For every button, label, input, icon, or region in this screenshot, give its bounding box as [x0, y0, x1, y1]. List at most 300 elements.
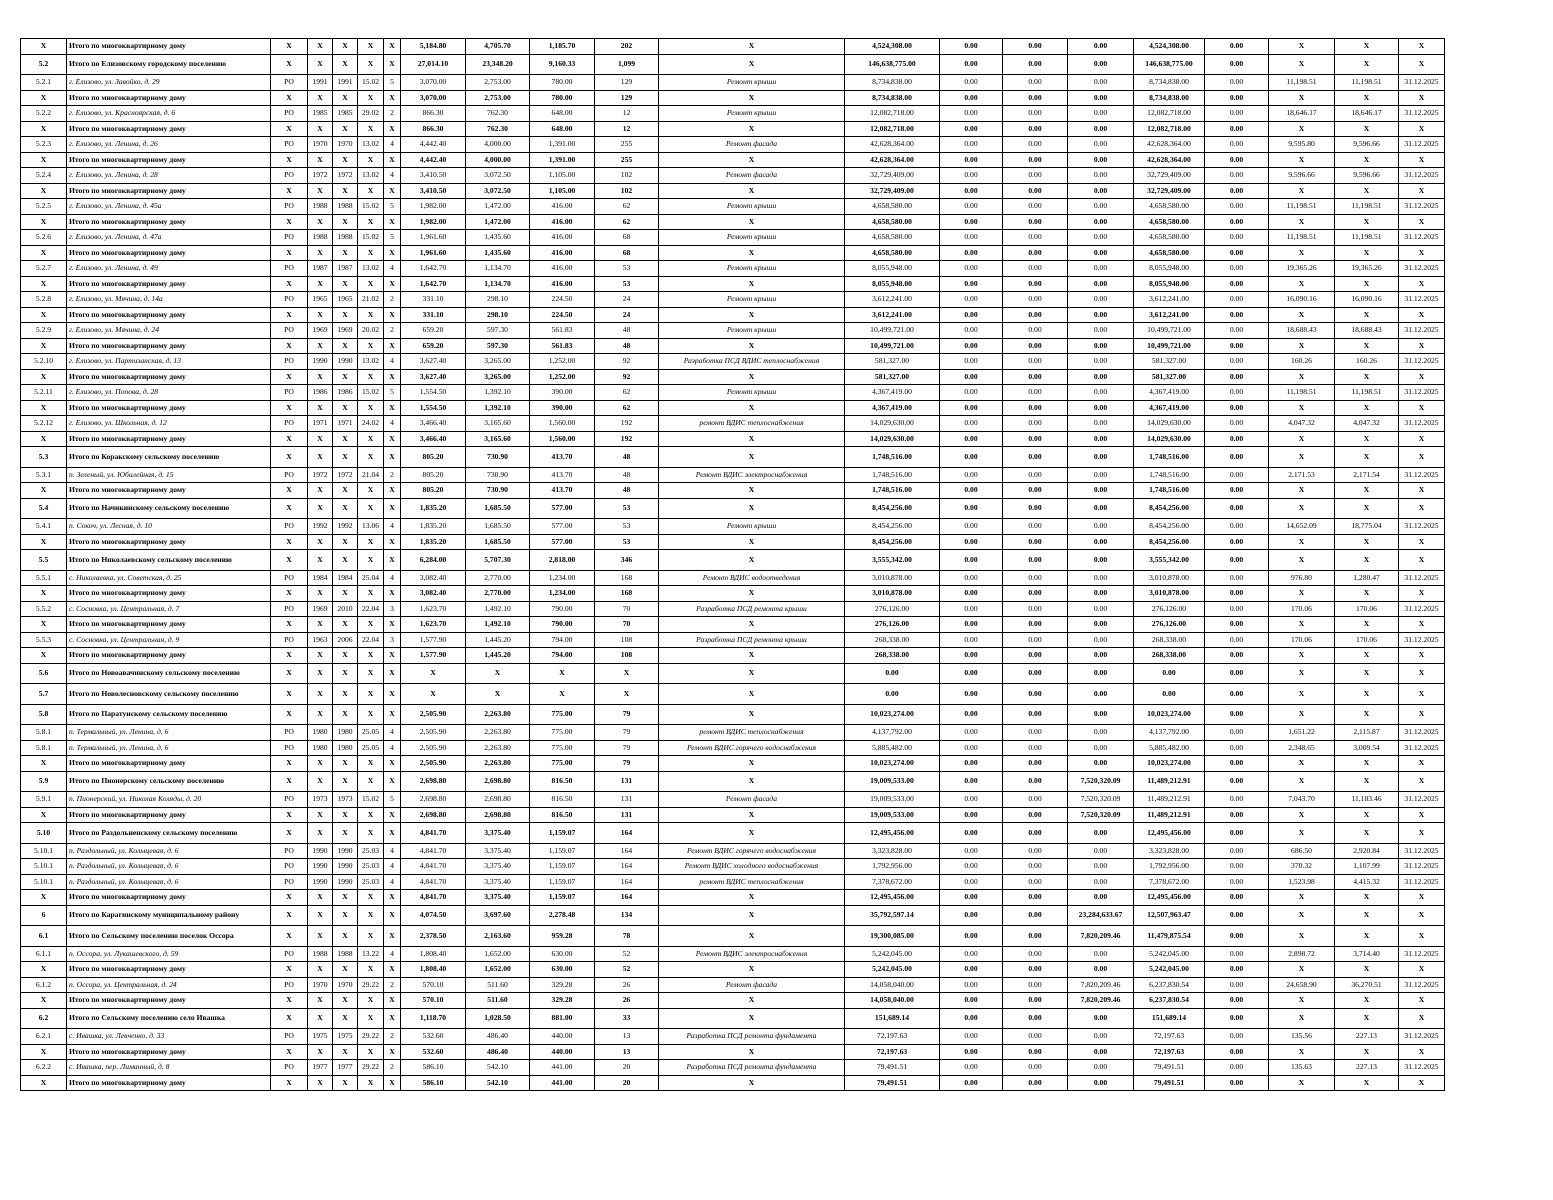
table-cell: 0.00: [940, 905, 1003, 926]
table-cell: РО: [271, 199, 308, 215]
table-cell: 2,505.90: [401, 725, 466, 741]
table-cell: 0.00: [1068, 519, 1134, 535]
table-cell: 0.00: [1003, 617, 1068, 633]
table-row-house-total: [21, 586, 1445, 602]
table-cell: X: [384, 993, 401, 1009]
table-cell: 12,495,456.00: [1134, 823, 1205, 844]
table-cell: X: [1399, 993, 1445, 1009]
table-cell: X: [1399, 483, 1445, 499]
table-cell: Ремонт ВДИС водоотведения: [659, 570, 845, 586]
table-cell: X: [271, 962, 308, 978]
table-cell: 1984: [308, 570, 333, 586]
table-cell: 648.00: [530, 121, 595, 137]
table-cell: 542.10: [466, 1075, 530, 1091]
table-cell: 0.00: [940, 168, 1003, 184]
table-cell: 0.00: [1003, 106, 1068, 122]
table-cell: 1988: [308, 230, 333, 246]
table-cell: Итого по многоквартирному дому: [67, 90, 271, 106]
table-cell: X: [308, 617, 333, 633]
table-cell: Ремонт ВДИС холодного водоснабжения: [659, 859, 845, 875]
table-cell: X: [333, 663, 358, 684]
table-cell: X: [1399, 648, 1445, 664]
table-cell: 0.00: [1003, 586, 1068, 602]
table-cell: 0.00: [940, 483, 1003, 499]
table-cell: 3,375.40: [466, 843, 530, 859]
table-cell: 0.00: [1205, 843, 1269, 859]
table-cell: 29.02: [358, 106, 384, 122]
table-cell: 0.00: [1068, 823, 1134, 844]
table-cell: 0.00: [1068, 859, 1134, 875]
table-cell: 31.12.2025: [1399, 354, 1445, 370]
table-cell: 298.10: [466, 292, 530, 308]
table-cell: 31.12.2025: [1399, 385, 1445, 401]
table-cell: 27,014.10: [401, 54, 466, 75]
table-row-house: [21, 601, 1445, 617]
table-cell: X: [21, 276, 67, 292]
table-cell: X: [333, 550, 358, 571]
table-cell: X: [271, 183, 308, 199]
table-cell: 8,454,256.00: [1134, 534, 1205, 550]
table-row-house-total: [21, 1044, 1445, 1060]
table-cell: 5.2: [21, 54, 67, 75]
table-cell: РО: [271, 725, 308, 741]
table-cell: 18,688.43: [1335, 323, 1399, 339]
table-row-house-total: [21, 807, 1445, 823]
table-cell: 268,338.00: [845, 632, 940, 648]
table-cell: X: [1269, 54, 1335, 75]
table-cell: 0.00: [1205, 704, 1269, 725]
table-cell: 164: [595, 823, 659, 844]
table-cell: 276,126.00: [1134, 601, 1205, 617]
table-cell: 2,753.00: [466, 75, 530, 91]
table-cell: 8,055,948.00: [1134, 276, 1205, 292]
table-cell: X: [1269, 663, 1335, 684]
table-cell: 1,685.50: [466, 519, 530, 535]
table-cell: 42,628,364.00: [1134, 137, 1205, 153]
table-cell: X: [1399, 1075, 1445, 1091]
table-cell: 0.00: [1003, 1029, 1068, 1045]
table-cell: X: [659, 338, 845, 354]
table-cell: 15.02: [358, 199, 384, 215]
table-cell: X: [659, 648, 845, 664]
table-cell: 976.80: [1269, 570, 1335, 586]
table-cell: X: [1399, 369, 1445, 385]
table-cell: 794.00: [530, 648, 595, 664]
table-cell: 2,171.53: [1269, 467, 1335, 483]
table-cell: 1,107.99: [1335, 859, 1399, 875]
table-cell: X: [384, 586, 401, 602]
table-cell: 0.00: [1205, 1008, 1269, 1029]
table-cell: 0.00: [1003, 168, 1068, 184]
table-row-house-total: [21, 307, 1445, 323]
table-cell: X: [21, 90, 67, 106]
table-cell: X: [308, 962, 333, 978]
table-cell: 3,375.40: [466, 823, 530, 844]
table-cell: 18,775.04: [1335, 519, 1399, 535]
table-row-house: [21, 1029, 1445, 1045]
table-cell: 1969: [308, 601, 333, 617]
table-cell: 1,159.07: [530, 874, 595, 890]
table-cell: 12: [595, 121, 659, 137]
table-cell: X: [358, 369, 384, 385]
table-cell: X: [358, 245, 384, 261]
table-cell: 730.90: [466, 467, 530, 483]
table-cell: 9,596.66: [1335, 168, 1399, 184]
table-cell: 31.12.2025: [1399, 570, 1445, 586]
table-cell: 79,491.51: [1134, 1075, 1205, 1091]
table-cell: X: [1269, 684, 1335, 705]
table-cell: 18,646.17: [1335, 106, 1399, 122]
table-cell: 9,596.66: [1269, 168, 1335, 184]
table-cell: 0.00: [1003, 519, 1068, 535]
table-cell: 0.00: [1003, 447, 1068, 468]
table-cell: 5.4.1: [21, 519, 67, 535]
table-cell: 0.00: [1068, 1075, 1134, 1091]
table-cell: 2,698.80: [401, 771, 466, 792]
table-cell: 1970: [333, 137, 358, 153]
table-cell: 0.00: [1205, 792, 1269, 808]
table-cell: 255: [595, 152, 659, 168]
table-cell: 21.04: [358, 467, 384, 483]
table-cell: 0.00: [1205, 601, 1269, 617]
table-cell: X: [659, 1008, 845, 1029]
table-cell: 7,378,672.00: [845, 874, 940, 890]
table-cell: X: [271, 756, 308, 772]
table-row-group-total: [21, 1008, 1445, 1029]
table-cell: X: [401, 663, 466, 684]
table-cell: X: [21, 586, 67, 602]
table-cell: 8,454,256.00: [845, 519, 940, 535]
table-cell: 0.00: [1205, 39, 1269, 55]
table-cell: 31.12.2025: [1399, 199, 1445, 215]
table-cell: X: [21, 648, 67, 664]
table-cell: 0.00: [1003, 214, 1068, 230]
table-cell: 1,234.00: [530, 586, 595, 602]
table-cell: 52: [595, 946, 659, 962]
table-cell: 3,323,828.00: [1134, 843, 1205, 859]
table-cell: 0.00: [1003, 926, 1068, 947]
table-cell: 131: [595, 807, 659, 823]
table-cell: 2,348.65: [1269, 740, 1335, 756]
table-cell: 570.10: [401, 993, 466, 1009]
table-cell: 5,885,482.00: [845, 740, 940, 756]
table-cell: X: [271, 400, 308, 416]
table-cell: Итого по многоквартирному дому: [67, 1075, 271, 1091]
table-cell: 31.12.2025: [1399, 519, 1445, 535]
table-row-house: [21, 292, 1445, 308]
table-cell: X: [1399, 214, 1445, 230]
table-cell: X: [1335, 121, 1399, 137]
table-cell: 5.6: [21, 663, 67, 684]
table-cell: 0.00: [1068, 106, 1134, 122]
table-cell: 0.00: [1068, 534, 1134, 550]
table-cell: Ремонт крыши: [659, 75, 845, 91]
table-cell: X: [1269, 214, 1335, 230]
table-cell: с. Николаевка, ул. Советская, д. 25: [67, 570, 271, 586]
table-cell: 1988: [333, 946, 358, 962]
table-cell: 0.00: [940, 519, 1003, 535]
table-cell: Итого по Паратунскому сельскому поселению: [67, 704, 271, 725]
table-cell: РО: [271, 977, 308, 993]
table-cell: 135.63: [1269, 1060, 1335, 1076]
table-cell: 0.00: [1003, 261, 1068, 277]
table-cell: 0.00: [1003, 90, 1068, 106]
table-cell: X: [1269, 90, 1335, 106]
table-cell: 0.00: [1205, 807, 1269, 823]
table-cell: 6.2: [21, 1008, 67, 1029]
table-cell: X: [659, 307, 845, 323]
table-cell: 0.00: [1003, 823, 1068, 844]
table-cell: X: [530, 684, 595, 705]
table-cell: 3,697.60: [466, 905, 530, 926]
table-cell: 0.00: [1205, 663, 1269, 684]
table-cell: 4: [384, 416, 401, 432]
table-cell: 19,300,085.00: [845, 926, 940, 947]
table-cell: 1,651.22: [1269, 725, 1335, 741]
table-cell: 2,263.80: [466, 756, 530, 772]
table-cell: X: [333, 704, 358, 725]
table-cell: п. Сокоч, ул. Лесная, д. 10: [67, 519, 271, 535]
table-cell: 0.00: [940, 467, 1003, 483]
table-cell: 3,165.60: [466, 416, 530, 432]
table-cell: 13.02: [358, 261, 384, 277]
table-cell: X: [358, 586, 384, 602]
table-cell: X: [1399, 90, 1445, 106]
table-cell: 0.00: [1003, 183, 1068, 199]
table-cell: X: [384, 1008, 401, 1029]
table-row-house: [21, 261, 1445, 277]
table-cell: Итого по Коракскому сельскому поселению: [67, 447, 271, 468]
table-cell: X: [384, 152, 401, 168]
table-cell: 4,137,792.00: [1134, 725, 1205, 741]
table-cell: X: [333, 90, 358, 106]
table-cell: X: [1335, 483, 1399, 499]
table-cell: Итого по Пионерскому сельскому поселению: [67, 771, 271, 792]
table-cell: РО: [271, 843, 308, 859]
table-cell: 6.1: [21, 926, 67, 947]
table-row-house: [21, 843, 1445, 859]
table-cell: X: [21, 890, 67, 906]
table-cell: 78: [595, 926, 659, 947]
table-cell: X: [1269, 447, 1335, 468]
table-cell: X: [1269, 39, 1335, 55]
table-cell: 805.20: [401, 483, 466, 499]
table-cell: X: [1269, 704, 1335, 725]
table-cell: 146,638,775.00: [1134, 54, 1205, 75]
table-cell: 31.12.2025: [1399, 843, 1445, 859]
table-cell: 4: [384, 725, 401, 741]
table-cell: 5.9.1: [21, 792, 67, 808]
table-cell: 416.00: [530, 276, 595, 292]
table-cell: X: [358, 905, 384, 926]
table-cell: 0.00: [1068, 684, 1134, 705]
table-cell: 12,082,718.00: [1134, 106, 1205, 122]
table-cell: 686.50: [1269, 843, 1335, 859]
table-cell: 8,454,256.00: [1134, 498, 1205, 519]
table-cell: 1987: [308, 261, 333, 277]
table-cell: 1971: [308, 416, 333, 432]
table-cell: 1992: [333, 519, 358, 535]
table-cell: 6.2.2: [21, 1060, 67, 1076]
table-cell: X: [271, 905, 308, 926]
table-cell: 1,623.70: [401, 617, 466, 633]
table-cell: 1,159.07: [530, 859, 595, 875]
table-cell: X: [271, 823, 308, 844]
table-cell: X: [384, 962, 401, 978]
table-cell: X: [659, 498, 845, 519]
table-cell: 1,472.00: [466, 199, 530, 215]
table-cell: X: [21, 483, 67, 499]
table-row-house-total: [21, 483, 1445, 499]
table-cell: X: [333, 771, 358, 792]
table-cell: X: [659, 704, 845, 725]
table-cell: 441.00: [530, 1075, 595, 1091]
table-cell: 35,792,597.14: [845, 905, 940, 926]
table-cell: 12,082,718.00: [845, 106, 940, 122]
table-cell: 4,658,580.00: [845, 245, 940, 261]
table-cell: 276,126.00: [845, 617, 940, 633]
table-cell: 8,055,948.00: [845, 276, 940, 292]
table-cell: X: [333, 905, 358, 926]
table-cell: 31.12.2025: [1399, 261, 1445, 277]
table-cell: 24,658.90: [1269, 977, 1335, 993]
table-cell: X: [358, 1075, 384, 1091]
table-cell: 1970: [333, 977, 358, 993]
table-cell: 1980: [308, 725, 333, 741]
table-cell: 0.00: [1205, 245, 1269, 261]
table-cell: 11,489,212.91: [1134, 807, 1205, 823]
table-cell: 0.00: [1068, 632, 1134, 648]
table-row-house: [21, 168, 1445, 184]
table-cell: X: [659, 617, 845, 633]
table-cell: 416.00: [530, 199, 595, 215]
table-cell: 4,047.32: [1269, 416, 1335, 432]
table-cell: 0.00: [1205, 447, 1269, 468]
table-cell: 0.00: [940, 890, 1003, 906]
table-cell: РО: [271, 519, 308, 535]
table-cell: 1977: [308, 1060, 333, 1076]
table-cell: г. Елизово, ул. Ленина, д. 28: [67, 168, 271, 184]
table-cell: X: [308, 1044, 333, 1060]
table-cell: 0.00: [1003, 946, 1068, 962]
table-cell: п. Пионерский, ул. Николая Коляды, д. 20: [67, 792, 271, 808]
table-cell: 2,770.00: [466, 586, 530, 602]
table-row-group-total: [21, 926, 1445, 947]
table-cell: 1,792,956.00: [1134, 859, 1205, 875]
table-cell: 0.00: [1205, 307, 1269, 323]
table-cell: 14,058,040.00: [845, 993, 940, 1009]
table-cell: 0.00: [1003, 601, 1068, 617]
table-cell: 866.30: [401, 121, 466, 137]
table-cell: 48: [595, 338, 659, 354]
table-cell: X: [1335, 617, 1399, 633]
table-cell: 29.22: [358, 1029, 384, 1045]
table-cell: Разработка ПСД ВДИС теплоснабжения: [659, 354, 845, 370]
table-cell: 0.00: [1134, 684, 1205, 705]
table-cell: Ремонт крыши: [659, 292, 845, 308]
table-cell: 12: [595, 106, 659, 122]
table-cell: X: [358, 648, 384, 664]
table-cell: 1972: [308, 467, 333, 483]
table-cell: Ремонт крыши: [659, 199, 845, 215]
table-cell: 31.12.2025: [1399, 601, 1445, 617]
table-cell: 146,638,775.00: [845, 54, 940, 75]
table-cell: 19,365.26: [1335, 261, 1399, 277]
table-cell: X: [1335, 684, 1399, 705]
table-cell: 4,415.32: [1335, 874, 1399, 890]
table-cell: X: [1399, 905, 1445, 926]
table-cell: X: [1399, 550, 1445, 571]
table-cell: 0.00: [940, 632, 1003, 648]
table-cell: X: [659, 152, 845, 168]
table-cell: X: [358, 39, 384, 55]
table-cell: 0.00: [940, 874, 1003, 890]
table-cell: X: [1335, 307, 1399, 323]
table-cell: Итого по многоквартирному дому: [67, 307, 271, 323]
table-cell: X: [1335, 214, 1399, 230]
table-cell: X: [384, 1075, 401, 1091]
table-cell: 331.10: [401, 307, 466, 323]
table-cell: 1969: [308, 323, 333, 339]
table-cell: 11,489,212.91: [1134, 792, 1205, 808]
table-cell: Ремонт фасада: [659, 977, 845, 993]
table-cell: Ремонт крыши: [659, 261, 845, 277]
table-cell: X: [384, 183, 401, 199]
table-cell: X: [384, 648, 401, 664]
table-cell: 79: [595, 740, 659, 756]
table-cell: 790.00: [530, 601, 595, 617]
table-cell: X: [659, 905, 845, 926]
table-cell: 1,028.50: [466, 1008, 530, 1029]
table-cell: 31.12.2025: [1399, 467, 1445, 483]
table-row-house: [21, 354, 1445, 370]
table-cell: 805.20: [401, 447, 466, 468]
table-cell: X: [358, 183, 384, 199]
table-cell: X: [530, 663, 595, 684]
table-cell: Итого по Новоавачинскому сельскому поселению: [67, 663, 271, 684]
table-cell: X: [659, 962, 845, 978]
table-cell: 561.83: [530, 323, 595, 339]
table-cell: X: [308, 1008, 333, 1029]
table-cell: 53: [595, 261, 659, 277]
table-cell: 1,392.10: [466, 385, 530, 401]
table-cell: РО: [271, 106, 308, 122]
table-cell: X: [271, 807, 308, 823]
table-cell: 1,577.90: [401, 648, 466, 664]
table-cell: 0.00: [1205, 1029, 1269, 1045]
table-cell: X: [21, 39, 67, 55]
table-row-house: [21, 323, 1445, 339]
table-cell: Итого по многоквартирному дому: [67, 993, 271, 1009]
table-cell: 1,748,516.00: [845, 467, 940, 483]
table-cell: 79,491.51: [845, 1060, 940, 1076]
table-cell: РО: [271, 859, 308, 875]
table-cell: 2: [384, 977, 401, 993]
table-cell: 13.02: [358, 137, 384, 153]
table-cell: 3,010,878.00: [845, 586, 940, 602]
table-cell: 5.3.1: [21, 467, 67, 483]
table-cell: X: [1399, 586, 1445, 602]
table-cell: 0.00: [1068, 663, 1134, 684]
table-cell: 0.00: [1003, 1008, 1068, 1029]
table-cell: 72,197.63: [1134, 1029, 1205, 1045]
table-cell: 1,961.60: [401, 230, 466, 246]
table-cell: X: [1335, 823, 1399, 844]
table-cell: X: [1269, 400, 1335, 416]
table-cell: 19,365.26: [1269, 261, 1335, 277]
table-cell: 0.00: [1068, 323, 1134, 339]
table-cell: 0.00: [940, 792, 1003, 808]
